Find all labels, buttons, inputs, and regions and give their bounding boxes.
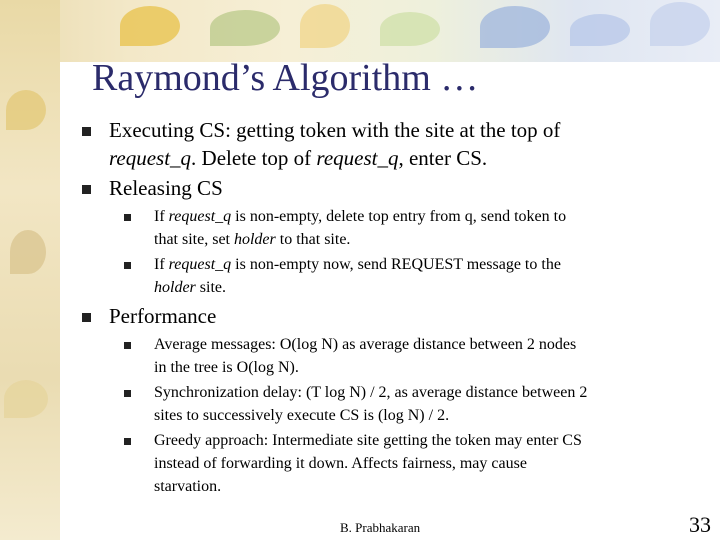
sub-bullet-average-messages-line1: Average messages: O(log N) as average distance between 2 nodes — [154, 336, 577, 353]
leaf-decoration — [300, 4, 350, 48]
leaf-decoration — [650, 2, 710, 46]
sub-bullet-marker — [124, 438, 131, 445]
text-run: site. — [195, 279, 226, 296]
bullet-releasing-cs: Releasing CS — [109, 176, 223, 200]
bullet-performance: Performance — [109, 304, 217, 328]
italic-term: request_q — [168, 208, 232, 225]
text-run: that site, set — [154, 231, 234, 248]
bullet-executing-cs-line1: Executing CS: getting token with the site at the top of — [109, 118, 561, 142]
decorative-top-banner — [0, 0, 720, 62]
leaf-decoration — [4, 380, 48, 418]
leaf-decoration — [480, 6, 550, 48]
text-run: is non-empty now, send REQUEST message to the — [231, 256, 561, 273]
bullet-executing-cs-line2 — [109, 144, 487, 172]
sub-bullet-release-2-line2 — [154, 276, 226, 299]
sub-bullet-marker — [124, 214, 131, 221]
italic-term: holder — [154, 279, 196, 296]
text-run: If — [154, 208, 169, 225]
italic-term: holder — [233, 231, 276, 248]
sub-bullet-sync-delay-line1: Synchronization delay: (T log N) / 2, as average distance between 2 — [154, 384, 588, 401]
sub-bullet-release-1-line2 — [154, 228, 350, 251]
text-run: to that site. — [275, 231, 351, 248]
italic-term: request_q — [316, 146, 399, 170]
italic-term: request_q — [168, 256, 232, 273]
sub-bullet-sync-delay-line2: sites to successively execute CS is (log N) / 2. — [154, 407, 450, 424]
text-run: . Delete top of — [191, 146, 317, 170]
sub-bullet-release-2-line1 — [154, 253, 561, 276]
decorative-left-strip — [0, 0, 60, 540]
sub-bullet-greedy-line3: starvation. — [154, 478, 222, 495]
leaf-decoration — [120, 6, 180, 46]
leaf-decoration — [10, 230, 46, 274]
sub-bullet-release-1-line1 — [154, 205, 566, 228]
sub-bullet-greedy-line1: Greedy approach: Intermediate site getting the token may enter CS — [154, 432, 582, 449]
page-number: 33 — [689, 512, 711, 537]
text-run: is non-empty, delete top entry from q, send token to — [231, 208, 567, 225]
leaf-decoration — [570, 14, 630, 46]
leaf-decoration — [210, 10, 280, 46]
bullet-marker — [82, 127, 91, 136]
leaf-decoration — [380, 12, 440, 46]
footer-author: B. Prabhakaran — [340, 520, 421, 535]
sub-bullet-marker — [124, 390, 131, 397]
sub-bullet-greedy-line2: instead of forwarding it down. Affects fairness, may cause — [154, 455, 527, 472]
sub-bullet-marker — [124, 262, 131, 269]
bullet-marker — [82, 185, 91, 194]
sub-bullet-marker — [124, 342, 131, 349]
text-run: If — [154, 256, 169, 273]
bullet-marker — [82, 313, 91, 322]
text-run: , enter CS. — [398, 146, 488, 170]
slide-title: Raymond’s Algorithm … — [92, 57, 479, 99]
leaf-decoration — [6, 90, 46, 130]
italic-term: request_q — [109, 146, 192, 170]
sub-bullet-average-messages-line2: in the tree is O(log N). — [154, 359, 299, 376]
